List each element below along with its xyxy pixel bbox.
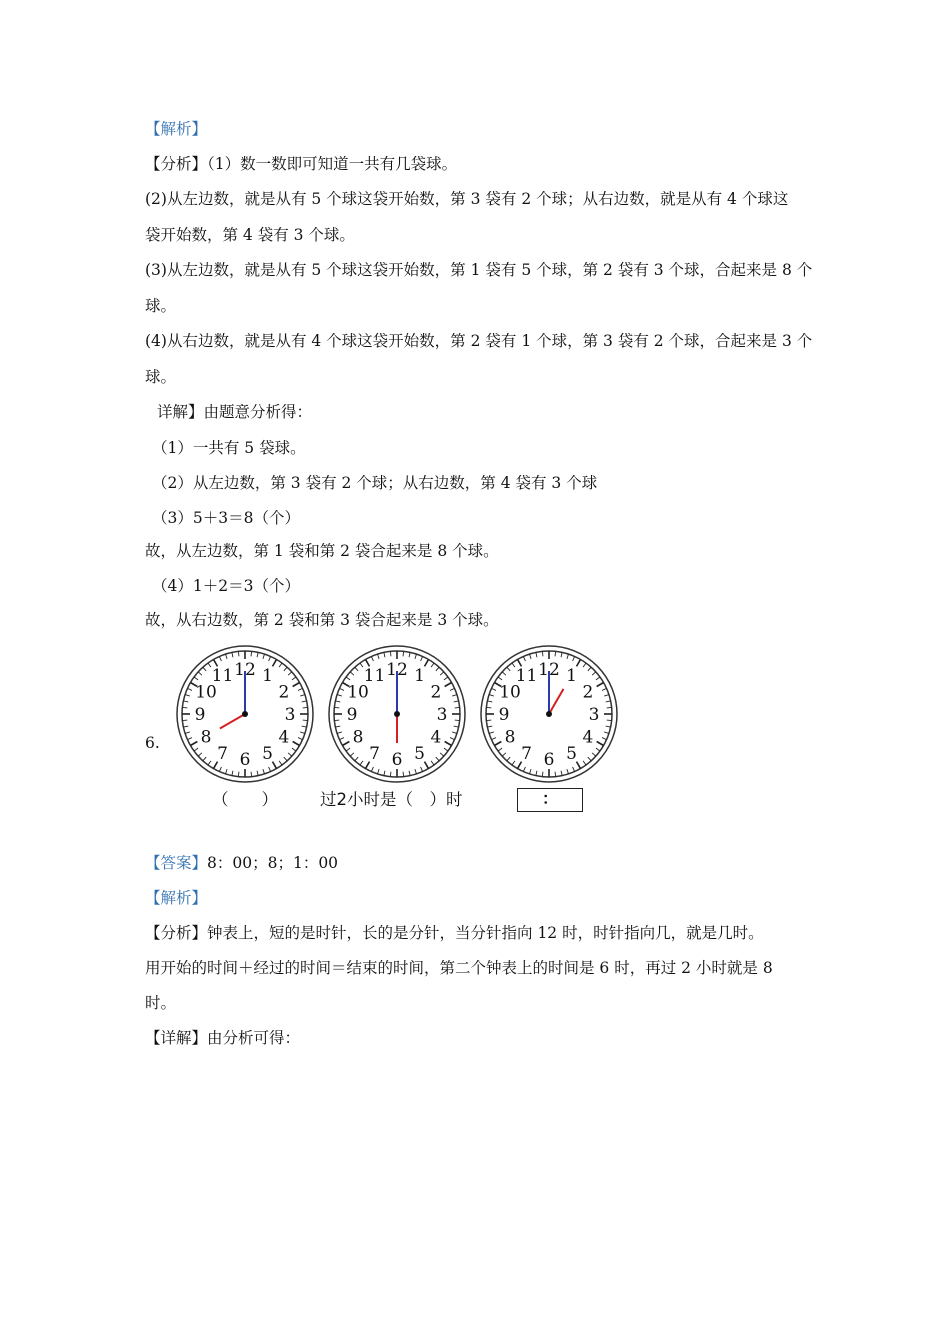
- clock-tick: [542, 651, 543, 656]
- clock-tick: [390, 772, 391, 777]
- fenxi-line-2-3: 时。: [145, 994, 177, 1012]
- clock-numeral: 8: [200, 727, 212, 748]
- clock-numeral: 5: [414, 743, 425, 764]
- answer-line-2: （2）从左边数，第 3 袋有 2 个球；从右边数，第 4 袋有 3 个球: [152, 474, 598, 492]
- clock-tick: [455, 707, 460, 708]
- clock-numeral: 3: [284, 705, 296, 725]
- answer-line-4: （4）1＋2＝3（个）: [152, 577, 300, 595]
- clock-numeral: 4: [582, 727, 594, 748]
- clock-center-dot: [242, 711, 248, 717]
- xiangjie-heading-2: 【详解】由分析可得：: [145, 1029, 301, 1047]
- xiangjie-heading: 详解】由题意分析得：: [157, 403, 313, 421]
- clock-numeral: 10: [347, 682, 369, 703]
- clock-tick: [542, 772, 543, 777]
- clock-numeral: 12: [386, 660, 408, 680]
- clock-numeral: 1: [566, 666, 577, 687]
- fenxi-line-4b: 球。: [145, 368, 177, 386]
- clock-numeral: 7: [217, 743, 228, 764]
- clock-numeral: 1: [262, 666, 273, 687]
- clock-tick: [334, 707, 339, 708]
- clock-tick: [555, 651, 556, 656]
- clock-tick: [486, 707, 491, 708]
- clock-1-answer-blank: （ ）: [212, 790, 278, 809]
- clock-face: [478, 643, 620, 785]
- daan-line: [145, 853, 338, 873]
- clock-1: [174, 643, 316, 785]
- clock-3-answer-box: ：: [517, 788, 583, 812]
- clock-tick: [607, 720, 612, 721]
- clock-numeral: 9: [498, 705, 510, 725]
- clock-tick: [455, 720, 460, 721]
- fenxi-line-3a: (3)从左边数，就是从有 5 个球这袋开始数，第 1 袋有 5 个球，第 2 袋有 3 个球，合起来是 8 个: [145, 261, 813, 279]
- clock-tick: [390, 651, 391, 656]
- clock-numeral: 5: [262, 743, 273, 764]
- fenxi-line-3b: 球。: [145, 297, 177, 315]
- answer-line-3: （3）5＋3＝8（个）: [152, 509, 300, 527]
- clock-numeral: 6: [543, 750, 555, 770]
- clock-numeral: 2: [430, 682, 442, 703]
- clock-numeral: 5: [566, 743, 577, 764]
- clock-tick: [251, 651, 252, 656]
- clock-2: [326, 643, 468, 785]
- clock-tick: [486, 720, 491, 721]
- clock-numeral: 3: [436, 705, 448, 725]
- clock-tick: [403, 651, 404, 656]
- fenxi-tag: 【分析】: [145, 155, 208, 173]
- clock-numeral: 11: [363, 666, 386, 687]
- clock-numeral: 4: [278, 727, 290, 748]
- clock-numeral: 7: [369, 743, 380, 764]
- clock-tick: [238, 651, 239, 656]
- clock-2-caption: 过2小时是（ ）时: [320, 790, 463, 809]
- clock-numeral: 6: [391, 750, 403, 770]
- clock-numeral: 11: [211, 666, 234, 687]
- clock-center-dot: [394, 711, 400, 717]
- clock-tick: [251, 772, 252, 777]
- clock-numeral: 2: [278, 682, 290, 703]
- clock-numeral: 4: [430, 727, 442, 748]
- clock-tick: [303, 720, 308, 721]
- clock-numeral: 12: [538, 660, 560, 680]
- fenxi-text: （1）数一数即可知道一共有几袋球。: [207, 155, 458, 173]
- fenxi-line-1: [145, 154, 457, 174]
- fenxi-line-2-2: 用开始的时间＋经过的时间＝结束的时间，第二个钟表上的时间是 6 时，再过 2 小时就是 8: [145, 959, 773, 977]
- fenxi-line-4a: (4)从右边数，就是从有 4 个球这袋开始数，第 2 袋有 1 个球，第 3 袋有 2 个球，合起来是 3 个: [145, 332, 813, 350]
- clock-tick: [182, 720, 187, 721]
- clock-numeral: 10: [195, 682, 217, 703]
- clock-tick: [607, 707, 612, 708]
- fenxi-tag-2: 【分析】: [145, 924, 208, 942]
- jiexi-heading-2: 【解析】: [145, 889, 208, 907]
- clock-numeral: 10: [499, 682, 521, 703]
- clock-center-dot: [546, 711, 552, 717]
- question-number: 6.: [145, 734, 160, 752]
- clock-numeral: 8: [504, 727, 516, 748]
- fenxi-line-2-1: [145, 923, 764, 943]
- clock-tick: [403, 772, 404, 777]
- clock-numeral: 3: [588, 705, 600, 725]
- clock-numeral: 8: [352, 727, 364, 748]
- clock-3: [478, 643, 620, 785]
- clock-tick: [238, 772, 239, 777]
- clock-numeral: 9: [194, 705, 206, 725]
- clock-numeral: 11: [515, 666, 538, 687]
- clock-numeral: 6: [239, 750, 251, 770]
- clock-face: [174, 643, 316, 785]
- jiexi-heading: 【解析】: [145, 120, 208, 138]
- clock-tick: [555, 772, 556, 777]
- fenxi-line-2b: 袋开始数，第 4 袋有 3 个球。: [145, 226, 355, 244]
- clock-tick: [303, 707, 308, 708]
- fenxi-line-2a: (2)从左边数，就是从有 5 个球这袋开始数，第 3 袋有 2 个球；从右边数，就是从有 4 个球这: [145, 190, 789, 208]
- answer-line-3b: 故，从左边数，第 1 袋和第 2 袋合起来是 8 个球。: [145, 542, 499, 560]
- daan-text: 8：00；8；1：00: [207, 854, 339, 872]
- answer-line-4b: 故，从右边数，第 2 袋和第 3 袋合起来是 3 个球。: [145, 611, 499, 629]
- clock-numeral: 1: [414, 666, 425, 687]
- clock-numeral: 9: [346, 705, 358, 725]
- daan-tag: 【答案】: [145, 854, 208, 872]
- clock-numeral: 7: [521, 743, 532, 764]
- clock-face: [326, 643, 468, 785]
- clock-numeral: 2: [582, 682, 594, 703]
- clock-numeral: 12: [234, 660, 256, 680]
- answer-line-1: （1）一共有 5 袋球。: [152, 439, 306, 457]
- clock-tick: [182, 707, 187, 708]
- clock-tick: [334, 720, 339, 721]
- fenxi-text-2: 钟表上，短的是时针，长的是分针，当分针指向 12 时，时针指向几，就是几时。: [207, 924, 764, 942]
